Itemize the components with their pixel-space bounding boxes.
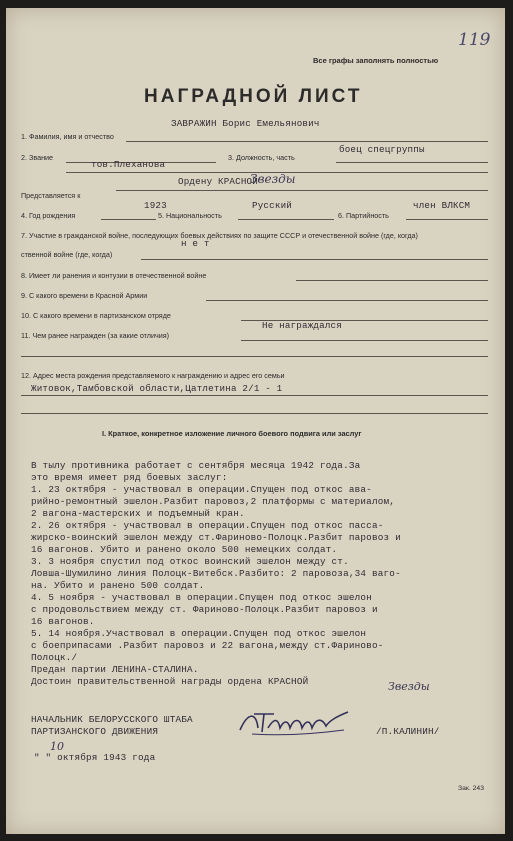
narrative-line: 16 вагонов. [31, 616, 95, 627]
address-value: Житовок,Тамбовской области,Цатлетина 2/1 - 1 [31, 383, 283, 394]
date-day-handwritten: 10 [50, 740, 64, 753]
signature-image [234, 706, 354, 740]
narrative-line: Достоин правительственной награды ордена КРАСНОЙ [31, 676, 309, 687]
field-war-participation-label-2: ственной войне (где, когда) [21, 250, 113, 259]
field-red-army-label: 9. С какого времени в Красной Армии [21, 291, 148, 300]
narrative-line: на. Убито и ранено 500 солдат. [31, 580, 205, 591]
war-participation-value: н е т [181, 238, 210, 249]
recipient-full-name: ЗАВРАЖИН Борис Емельянович [171, 118, 320, 129]
rule [21, 395, 488, 396]
narrative-line: рийно-ремонтный эшелон.Разбит паровоз,2 платформы с материалом, [31, 496, 396, 507]
signatory-title-2: ПАРТИЗАНСКОГО ДВИЖЕНИЯ [31, 726, 159, 737]
signatory-name: /П.КАЛИНИН/ [376, 726, 440, 737]
order-typed: Ордену КРАСНОЙ [178, 176, 258, 187]
field-nationality-label: 5. Национальность [158, 211, 222, 220]
date-line: " " октября 1943 года [34, 752, 156, 763]
rule [241, 340, 488, 341]
nationality-value: Русский [252, 200, 292, 211]
field-wounds-label: 8. Имеет ли ранения и контузии в отечественной войне [21, 271, 207, 280]
rank-value: тов.Плеханова [91, 159, 166, 170]
section-title: I. Краткое, конкретное изложение личного боевого подвига или заслуг [102, 429, 362, 438]
order-handwritten: Звезды [250, 172, 296, 186]
rule [21, 413, 488, 414]
narrative-line: В тылу противника работает с сентября месяца 1942 года.За [31, 460, 361, 471]
field-rank-label: 2. Звание [21, 153, 54, 162]
narrative-line: с боеприпасами .Разбит паровоз и 22 вагона,между ст.Фариново- [31, 640, 384, 651]
field-birth-year-label: 4. Год рождения [21, 211, 76, 220]
narrative-line: 5. 14 ноября.Участвовал в операции.Спущен под откос эшелон [31, 628, 367, 639]
narrative-line: Полоцк./ [31, 652, 78, 663]
narrative-line: Ловша-Шумилино линия Полоцк-Витебск.Разбито: 2 паровоза,34 ваго- [31, 568, 401, 579]
field-presented-label: Представляется к [21, 191, 81, 200]
narrative-line: 4. 5 ноября - участвовал в операции.Спущен под откос эшелон [31, 592, 372, 603]
rule [336, 162, 488, 163]
narrative-line: Предан партии ЛЕНИНА-СТАЛИНА. [31, 664, 199, 675]
conclusion-handwritten: Звезды [388, 680, 430, 693]
rule [126, 141, 488, 142]
rule [238, 219, 334, 220]
document-title: НАГРАДНОЙ ЛИСТ [144, 86, 363, 107]
narrative-line: это время имеет ряд боевых заслуг: [31, 472, 228, 483]
print-order-mark: Зак. 243 [458, 785, 484, 792]
field-party-label: 6. Партийность [338, 211, 389, 220]
field-war-participation-label-1: 7. Участие в гражданской войне, последующих боевых действиях по защите СССР и отечественной войне (где, когда) [21, 231, 418, 240]
rule [101, 219, 156, 220]
narrative-line: 2 вагона-мастерских и подъемный кран. [31, 508, 245, 519]
rule [206, 300, 488, 301]
fill-all-fields-note: Все графы заполнять полностью [313, 56, 439, 65]
field-address-label: 12. Адрес места рождения представляемого к награждению и адрес его семьи [21, 371, 285, 380]
field-prior-awards-label: 11. Чем ранее награжден (за какие отличия) [21, 331, 170, 340]
rule [406, 219, 488, 220]
party-value: член ВЛКСМ [413, 200, 471, 211]
narrative-line: 2. 26 октября - участвовал в операции.Спущен под откос пасса- [31, 520, 384, 531]
field-partisan-label: 10. С какого времени в партизанском отряде [21, 311, 171, 320]
narrative-line: 16 вагонов. Убито и ранено около 500 немецких солдат. [31, 544, 338, 555]
birth-year-value: 1923 [144, 200, 167, 211]
rule [141, 259, 488, 260]
rule [21, 356, 488, 357]
archive-page-number: 119 [458, 30, 491, 50]
field-name-label: 1. Фамилия, имя и отчество [21, 132, 114, 141]
prior-awards-value: Не награждался [262, 320, 342, 331]
rule [296, 280, 488, 281]
position-value: боец спецгруппы [339, 144, 425, 155]
narrative-line: 3. 3 ноября спустил под откос воинский эшелон между ст. [31, 556, 349, 567]
narrative-line: с продовольствием между ст. Фариново-Полоцк.Разбит паровоз и [31, 604, 378, 615]
rule [116, 190, 488, 191]
narrative-line: 1. 23 октября - участвовал в операции.Спущен под откос ава- [31, 484, 372, 495]
field-position-label: 3. Должность, часть [228, 153, 295, 162]
narrative-line: жирско-воинский эшелон между ст.Фариново-Полоцк.Разбит паровоз и [31, 532, 401, 543]
award-sheet [6, 8, 505, 834]
signatory-title-1: НАЧАЛЬНИК БЕЛОРУССКОГО ШТАБА [31, 714, 193, 725]
